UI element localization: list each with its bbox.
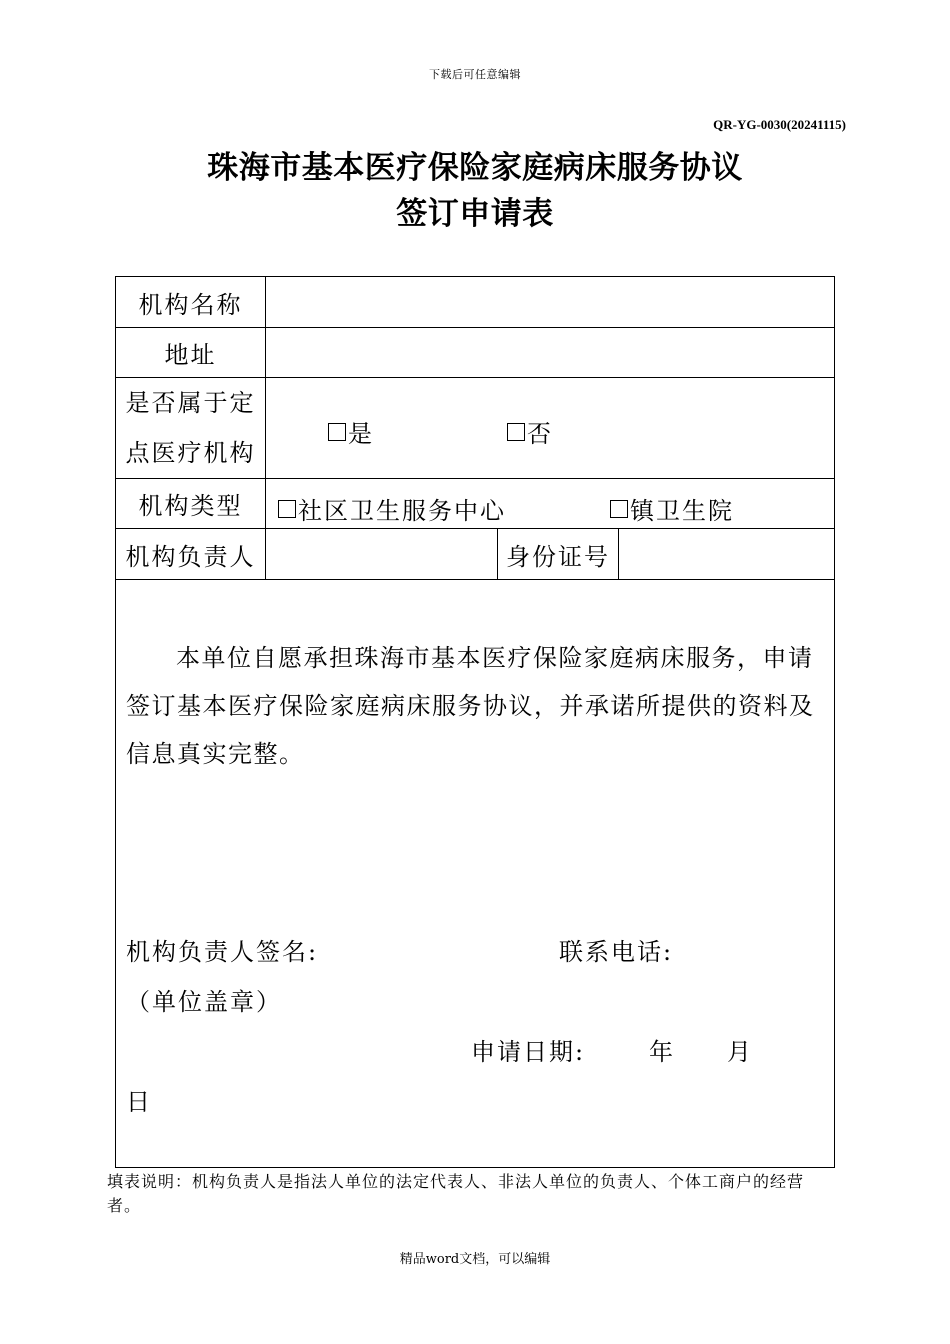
designated-yes-option[interactable] [328, 414, 374, 449]
designated-label-line1: 是否属于定 [125, 389, 256, 417]
institution-name-field[interactable] [266, 277, 834, 327]
footer-note: 精品word文档，可以编辑 [399, 1252, 551, 1267]
document-code: QR-YG-0030(20241115) [713, 117, 846, 132]
month-label: 月 [727, 1038, 753, 1066]
checkbox-icon[interactable] [507, 423, 525, 441]
designated-no-label: 否 [527, 420, 553, 448]
address-label: 地址 [116, 328, 266, 377]
row-address [116, 328, 834, 378]
checkbox-icon[interactable] [278, 500, 296, 518]
type-option2-label: 镇卫生院 [630, 497, 734, 525]
id-field[interactable] [619, 529, 834, 579]
row-institution-name [116, 277, 834, 328]
type-label: 机构类型 [116, 479, 266, 528]
id-label: 身份证号 [506, 542, 610, 571]
head-label: 机构负责人 [116, 529, 266, 579]
seal-label: （单位盖章） [126, 988, 282, 1016]
checkbox-icon[interactable] [328, 423, 346, 441]
designated-label [116, 378, 266, 478]
fill-instructions: 填表说明：机构负责人是指法人单位的法定代表人、非法人单位的负责人、个体工商户的经营者。 [107, 1172, 805, 1215]
day-label: 日 [126, 1088, 152, 1116]
declaration-text: 本单位自愿承担珠海市基本医疗保险家庭病床服务，申请签订基本医疗保险家庭病床服务协议，并承诺所提供的资料及信息真实完整。 [126, 644, 815, 768]
head-field[interactable] [266, 529, 498, 579]
row-head [116, 529, 834, 580]
designated-no-option[interactable] [507, 414, 553, 449]
row-institution-type [116, 479, 834, 529]
designated-yes-label: 是 [348, 420, 374, 448]
institution-name-label: 机构名称 [116, 277, 266, 327]
declaration-section [116, 580, 834, 1167]
year-label: 年 [649, 1038, 675, 1066]
phone-label: 联系电话: [559, 938, 674, 966]
application-form [115, 276, 835, 1168]
page-title-line1: 珠海市基本医疗保险家庭病床服务协议 [207, 150, 743, 186]
header-note: 下载后可任意编辑 [429, 68, 521, 81]
page-title-line2: 签订申请表 [396, 196, 554, 232]
type-option-community-center[interactable] [278, 491, 506, 526]
type-option-township-hospital[interactable] [610, 491, 734, 526]
date-label: 申请日期: [471, 1038, 586, 1066]
signature-label: 机构负责人签名: [126, 938, 319, 966]
designated-label-line2: 点医疗机构 [125, 439, 256, 467]
address-field[interactable] [266, 328, 834, 377]
type-option1-label: 社区卫生服务中心 [298, 497, 506, 525]
row-designated [116, 378, 834, 479]
checkbox-icon[interactable] [610, 500, 628, 518]
